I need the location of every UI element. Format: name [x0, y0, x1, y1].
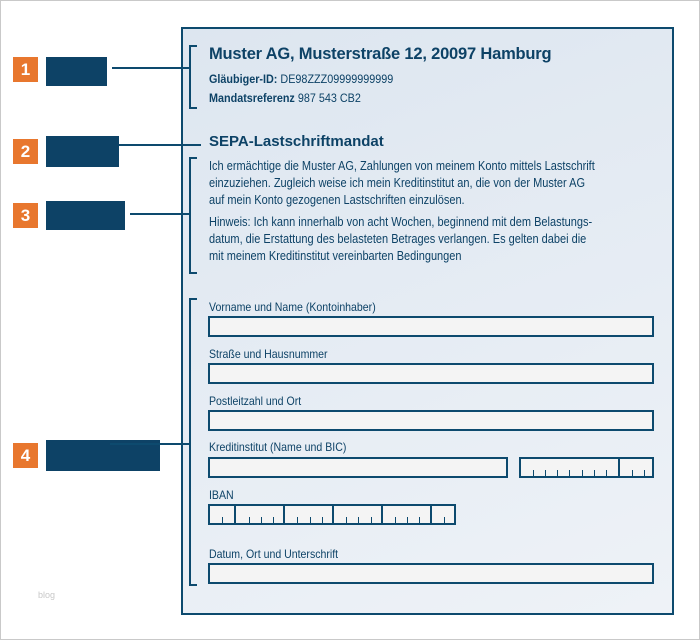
char-group — [521, 459, 618, 476]
char-group — [234, 506, 283, 523]
iban-input[interactable] — [208, 504, 456, 525]
char-tick — [322, 517, 323, 523]
char-tick — [545, 470, 546, 476]
name-input[interactable] — [208, 316, 654, 337]
bracket-text — [189, 157, 197, 274]
char-tick — [407, 517, 408, 523]
watermark: blog — [38, 590, 56, 600]
char-group — [210, 506, 234, 523]
char-tick — [557, 470, 558, 476]
callout-label-2 — [46, 136, 119, 167]
callout-label-1 — [46, 57, 107, 86]
char-group — [430, 506, 454, 523]
char-tick — [358, 517, 359, 523]
char-tick — [533, 470, 534, 476]
notice-line: Hinweis: Ich kann innerhalb von acht Wochen, beginnend mit dem Belastungs- — [209, 215, 593, 229]
char-tick — [310, 517, 311, 523]
char-tick — [644, 470, 645, 476]
creditor-id: DE98ZZZ09999999999 — [280, 72, 394, 86]
callout-badge-1: 1 — [13, 57, 38, 82]
bracket-header — [189, 45, 197, 109]
bracket-fields — [189, 298, 197, 586]
bic-input[interactable] — [519, 457, 654, 478]
authorization-line: auf mein Konto gezogenen Lastschriften einzulösen. — [209, 193, 465, 207]
char-tick — [569, 470, 570, 476]
char-tick — [222, 517, 223, 523]
char-group — [283, 506, 332, 523]
creditor-id-label: Gläubiger-ID: — [209, 72, 278, 86]
char-group — [618, 459, 654, 476]
callout-line-2 — [119, 144, 201, 146]
street-label: Straße und Hausnummer — [209, 347, 328, 361]
char-group — [332, 506, 381, 523]
company-address: Muster AG, Musterstraße 12, 20097 Hamburg — [209, 45, 552, 63]
iban-label: IBAN — [209, 488, 234, 502]
authorization-line: Ich ermächtige die Muster AG, Zahlungen von meinem Konto mittels Lastschrift — [209, 159, 595, 173]
authorization-line: einzuziehen. Zugleich weise ich mein Kreditinstitut an, die von der Muster AG — [209, 176, 586, 190]
notice-line: mit meinem Kreditinstitut vereinbarten Bedingungen — [209, 249, 462, 263]
callout-line-3 — [130, 213, 190, 215]
bank-name-input[interactable] — [208, 457, 508, 478]
mandate-ref-label: Mandatsreferenz — [209, 91, 295, 105]
name-label: Vorname und Name (Kontoinhaber) — [209, 300, 376, 314]
city-input[interactable] — [208, 410, 654, 431]
callout-badge-4: 4 — [13, 443, 38, 468]
char-tick — [419, 517, 420, 523]
char-tick — [606, 470, 607, 476]
callout-badge-2: 2 — [13, 139, 38, 164]
char-tick — [594, 470, 595, 476]
char-tick — [346, 517, 347, 523]
street-input[interactable] — [208, 363, 654, 384]
char-tick — [632, 470, 633, 476]
char-tick — [249, 517, 250, 523]
callout-line-1 — [112, 67, 190, 69]
char-tick — [582, 470, 583, 476]
char-tick — [444, 517, 445, 523]
char-tick — [395, 517, 396, 523]
callout-badge-3: 3 — [13, 203, 38, 228]
mandate-ref: 987 543 CB2 — [297, 91, 361, 105]
bank-label: Kreditinstitut (Name und BIC) — [209, 440, 347, 454]
form-title: SEPA-Lastschriftmandat — [209, 133, 384, 150]
char-group — [381, 506, 430, 523]
signature-label: Datum, Ort und Unterschrift — [209, 547, 339, 561]
char-tick — [261, 517, 262, 523]
char-tick — [297, 517, 298, 523]
callout-label-3 — [46, 201, 125, 230]
city-label: Postleitzahl und Ort — [209, 394, 302, 408]
signature-input[interactable] — [208, 563, 654, 584]
notice-line: datum, die Erstattung des belasteten Betrages verlangen. Es gelten dabei die — [209, 232, 587, 246]
char-tick — [273, 517, 274, 523]
char-tick — [371, 517, 372, 523]
callout-line-4 — [110, 443, 190, 445]
